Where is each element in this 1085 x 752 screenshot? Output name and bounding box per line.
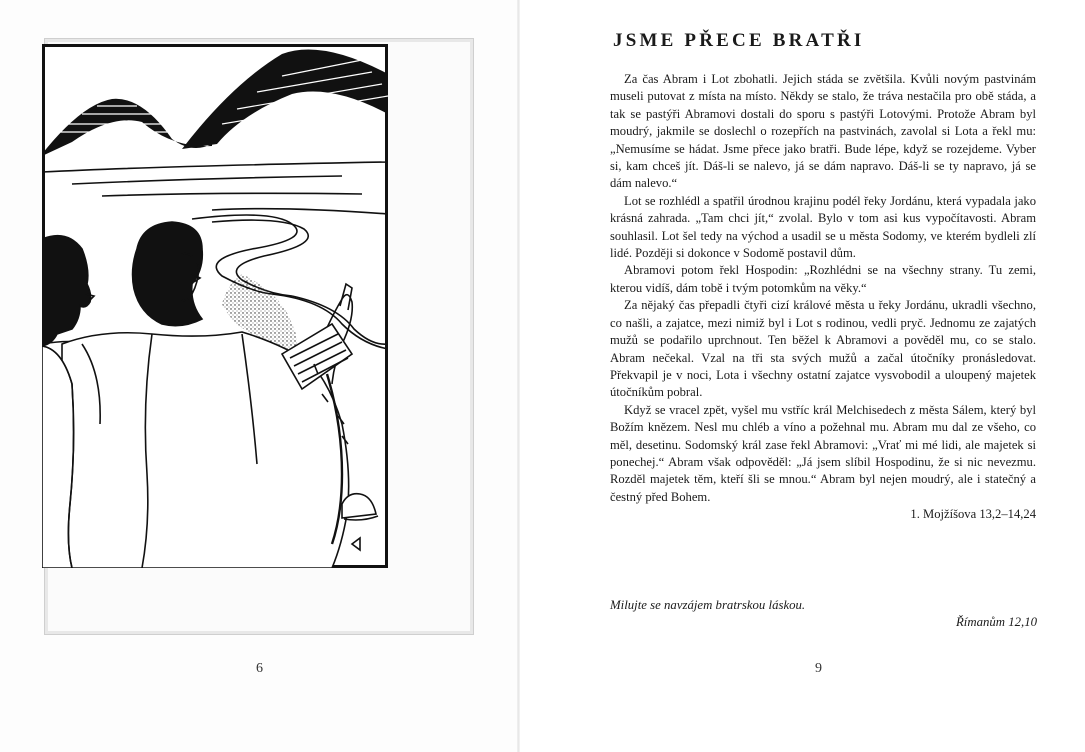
illustration-abram-and-lot bbox=[42, 44, 388, 568]
story-paragraph: Když se vracel zpět, vyšel mu vstříc král Melchisedech z města Sálem, který byl Božím knězem. Nesl mu chléb a víno a požehnal mu. Abram mu dal ze všeho, co měl, desetinu. Sodomský král zase řekl Abramovi: „Vrať mi mé lidi, ale majetek si ponechej.“ Abram však odpověděl: „Já jsem slíbil Hospodinu, že si nic nevezmu. Rozděl majetek těm, kteří šli se mnou.“ Abram byl nejen moudrý, ale i statečný a čestný před Bohem. bbox=[610, 402, 1036, 504]
story-text bbox=[610, 71, 1036, 524]
motto-verse: Milujte se navzájem bratrskou láskou. bbox=[610, 598, 806, 612]
story-paragraph: Lot se rozhlédl a spatřil úrodnou krajinu podél řeky Jordánu, která vypadala jako krásná zahrada. „Tam chci jít,“ zvolal. Bylo v tom asi kus vypočítavosti. Abram souhlasil. Lot šel tedy na východ a usadil se u města Sodomy, ve kterém bydleli zlí lidé. Později si dokonce v Sodomě postavil dům. bbox=[610, 193, 1036, 261]
motto-reference: Římanům 12,10 bbox=[955, 615, 1037, 629]
bible-citation: 1. Mojžíšova 13,2–14,24 bbox=[910, 507, 1036, 522]
story-paragraph: Za čas Abram i Lot zbohatli. Jejich stáda se zvětšila. Kvůli novým pastvinám museli putovat z místa na místo. Někdy se stalo, že tráva nestačila pro obě stáda, a tak se pastýři Abramovi dostali do sporu s pastýři Lotovými. Protože Abram byl moudrý, jakmile se doslechl o rozepřích na pastvinách, zavolal si Lota a řekl mu: „Nemusíme se hádat. Jsme přece jako bratři. Bude lépe, když se rozejdeme. Vyber si, kam chceš jít. Dáš-li se nalevo, já se dám napravo. Dáš-li se ty napravo, já se dám nalevo.“ bbox=[610, 72, 1036, 191]
chapter-title: JSME PŘECE BRATŘI bbox=[613, 30, 865, 51]
page-number-left: 6 bbox=[256, 661, 263, 676]
figure-man-hair bbox=[133, 222, 203, 326]
story-paragraph: Za nějaký čas přepadli čtyři cizí králové města u řeky Jordánu, ukradli všechno, co našli, a zajatce, mezi nimiž byl i Lot s rodinou, vedli pryč. Jednomu ze zajatých mužů se podařilo uprchnout. Ten běžel k Abramovi a pověděl mu, co se stalo. Abram nečekal. Vzal na tři sta svých mužů a začal útočníky pronásledovat. Překvapil je v noci, Lota i všechny ostatní zajatce vysvobodil a uloupený majetek útočníkům pobral. bbox=[610, 298, 1036, 400]
page-number-right: 9 bbox=[815, 661, 822, 676]
left-page bbox=[0, 0, 518, 752]
story-paragraph: Abramovi potom řekl Hospodin: „Rozhlédni se na všechny strany. Tu zemi, kterou vidíš, dám tobě i tvým potomkům na věky.“ bbox=[610, 263, 1036, 295]
